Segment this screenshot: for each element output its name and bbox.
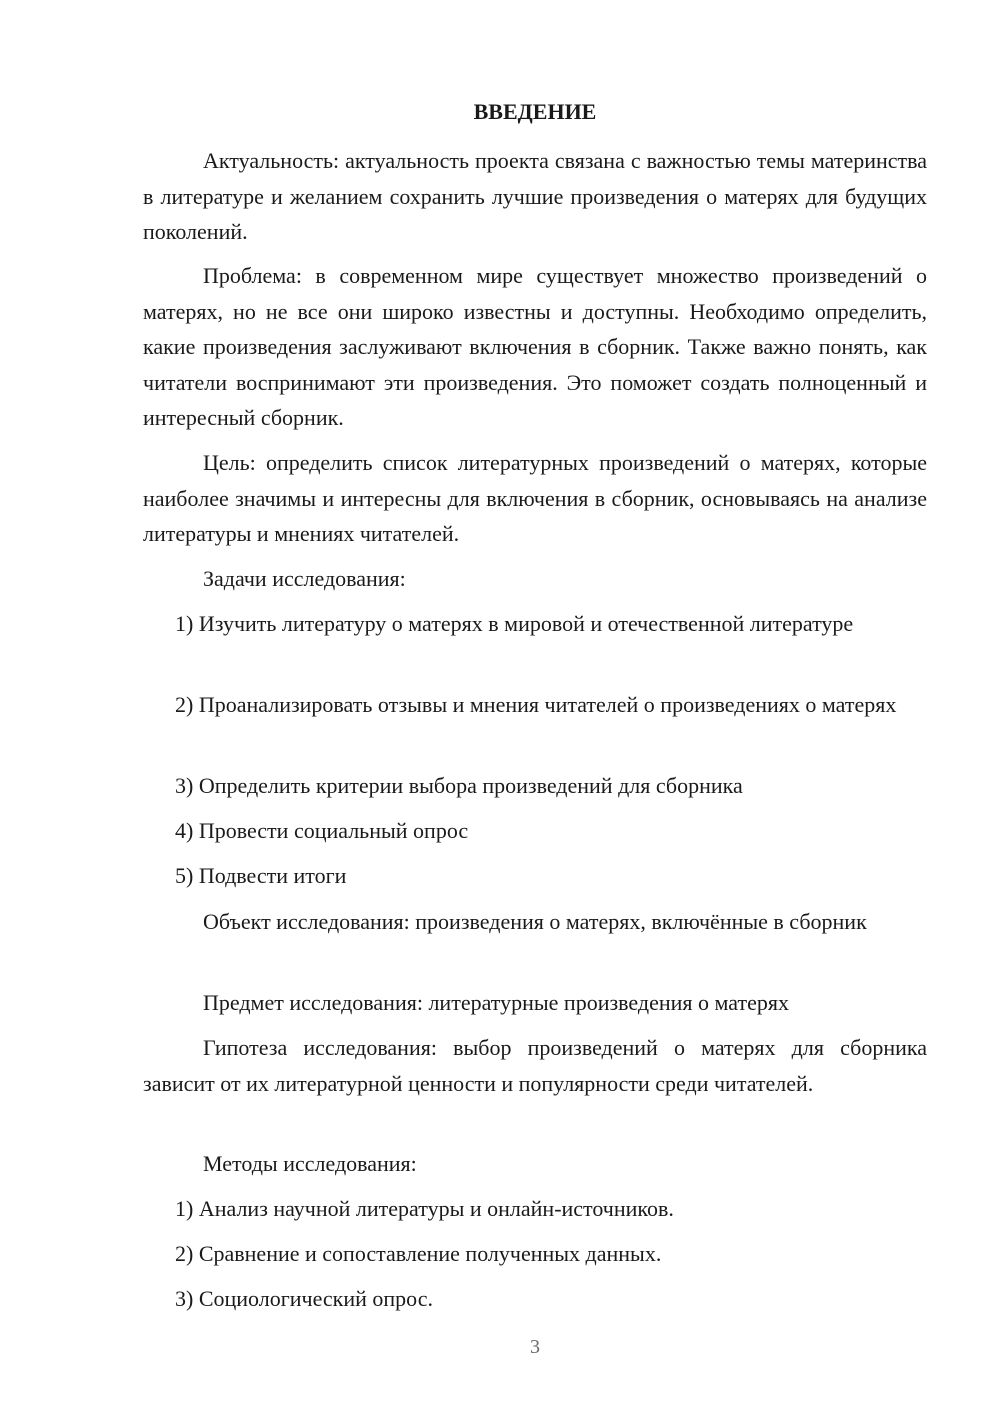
method-item: 3) Социологический опрос. bbox=[175, 1286, 433, 1311]
object-paragraph: Объект исследования: произведения о матерях, включённые в сборник bbox=[203, 909, 867, 934]
method-item: 2) Сравнение и сопоставление полученных данных. bbox=[175, 1241, 662, 1266]
goal-paragraph: Цель: определить список литературных произведений о матерях, которые наиболее значимы и интересны для включения в сборник, основываясь на анализе литературы и мнениях читателей. bbox=[143, 450, 927, 546]
relevance-paragraph: Актуальность: актуальность проекта связана с важностью темы материнства в литературе и желанием сохранить лучшие произведения о матерях для будущих поколений. bbox=[143, 148, 927, 244]
methods-heading: Методы исследования: bbox=[203, 1151, 417, 1176]
page-title: ВВЕДЕНИЕ bbox=[473, 99, 597, 124]
task-item: 1) Изучить литературу о матерях в мировой и отечественной литературе bbox=[175, 611, 854, 636]
tasks-heading: Задачи исследования: bbox=[203, 566, 406, 591]
document-page bbox=[143, 0, 927, 1414]
method-item: 1) Анализ научной литературы и онлайн-источников. bbox=[175, 1196, 674, 1221]
task-item: 3) Определить критерии выбора произведений для сборника bbox=[175, 773, 743, 798]
hypothesis-paragraph: Гипотеза исследования: выбор произведений о матерях для сборника зависит от их литературной ценности и популярности среди читателей. bbox=[143, 1035, 927, 1096]
task-item: 2) Проанализировать отзывы и мнения читателей о произведениях о матерях bbox=[175, 692, 897, 717]
page-number: 3 bbox=[530, 1336, 540, 1358]
task-item: 4) Провести социальный опрос bbox=[175, 818, 469, 843]
subject-paragraph: Предмет исследования: литературные произведения о матерях bbox=[203, 990, 789, 1015]
task-item: 5) Подвести итоги bbox=[175, 863, 347, 888]
problem-paragraph: Проблема: в современном мире существует множество произведений о матерях, но не все они широко известны и доступны. Необходимо определить, какие произведения заслуживают включения в сборник. Также важно понять, как читатели воспринимают эти произведения. Это поможет создать полноценный и интересный сборник. bbox=[143, 263, 927, 430]
